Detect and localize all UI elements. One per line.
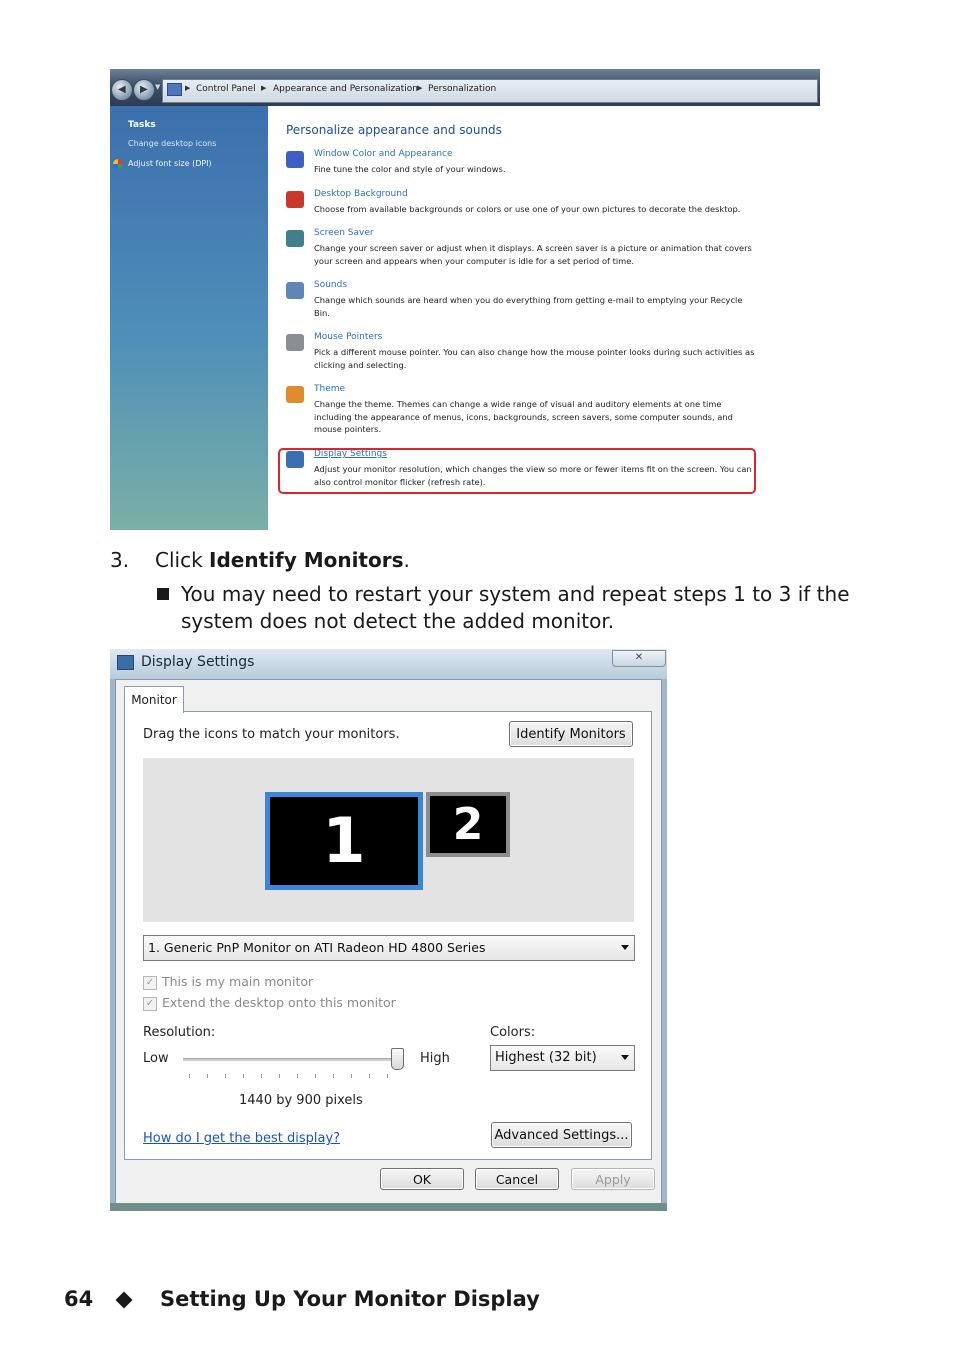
cancel-button[interactable]: Cancel [475,1168,559,1190]
colors-label: Colors: [490,1025,536,1040]
footer-section-title: Setting Up Your Monitor Display [160,1287,540,1311]
step-suffix: . [403,548,410,572]
monitor-1-screen [270,797,418,885]
close-icon[interactable]: ✕ [612,650,666,667]
monitor-1-number: 1 [322,804,366,877]
back-arrow-icon: ◀ [118,84,126,95]
screen-saver-link[interactable]: Screen Saver [314,228,374,238]
forward-arrow-icon: ▶ [140,84,148,95]
step-bold-target: Identify Monitors [209,548,404,572]
sounds-icon [286,282,304,299]
history-dropdown-icon[interactable]: ▼ [155,83,161,91]
display-settings-highlight [278,448,756,494]
monitor-arrangement-area [143,758,634,922]
monitor-2-number: 2 [452,799,484,850]
main-monitor-label: This is my main monitor [162,974,314,989]
resolution-high-label: High [420,1051,450,1066]
display-settings-link[interactable]: Display Settings [314,449,387,459]
breadcrumb-control-panel[interactable]: Control Panel [196,84,256,94]
resolution-label: Resolution: [143,1025,216,1040]
personalization-screenshot [110,69,820,530]
step-instruction [155,548,410,572]
main-monitor-checkbox[interactable]: ✓ [143,976,157,990]
identify-monitors-button[interactable]: Identify Monitors [509,721,633,747]
page-number: 64 [64,1287,94,1311]
drag-instruction-label: Drag the icons to match your monitors. [143,727,400,742]
slider-tick [225,1074,226,1078]
resolution-slider-track[interactable] [183,1058,403,1061]
monitor-select-value: 1. Generic PnP Monitor on ATI Radeon HD 4800 Series [148,940,486,955]
sounds-description: Change which sounds are heard when you do everything from getting e-mail to emptying your Recycle Bin. [314,295,743,318]
breadcrumb[interactable] [162,79,818,103]
mouse-pointers-link[interactable]: Mouse Pointers [314,332,383,342]
back-button[interactable] [111,79,133,101]
slider-tick [189,1074,190,1078]
monitor-2-icon[interactable] [426,792,510,857]
desktop-background-description: Choose from available backgrounds or colors or use one of your own pictures to decorate the desktop. [314,204,741,214]
ok-button[interactable]: OK [380,1168,464,1190]
chevron-down-icon [621,1055,629,1060]
shield-icon [113,159,123,169]
slider-tick [387,1074,388,1078]
resolution-low-label: Low [143,1051,169,1066]
slider-tick [261,1074,262,1078]
step-note: You may need to restart your system and repeat steps 1 to 3 if the system does not detect the added monitor. [181,582,850,633]
screen-saver-icon [286,230,304,247]
tasks-sidebar [110,106,268,530]
monitor-1-icon[interactable] [265,792,423,890]
desktop-background-link[interactable]: Desktop Background [314,189,408,199]
step-number: 3. [110,548,130,572]
mouse-pointer-icon [286,334,304,351]
breadcrumb-separator-icon: ▶ [417,84,423,92]
sounds-link[interactable]: Sounds [314,280,348,290]
display-settings-description: Adjust your monitor resolution, which changes the view so more or fewer items fit on the screen. You can also control monitor flicker (refresh rate). [314,464,752,487]
best-display-help-link[interactable]: How do I get the best display? [143,1131,341,1146]
address-bar [110,69,820,106]
dialog-title: Display Settings [141,654,255,670]
extend-desktop-label: Extend the desktop onto this monitor [162,995,396,1010]
screen-saver-description: Change your screen saver or adjust when it displays. A screen saver is a picture or animation that covers your screen and appears when your computer is idle for a set period of time. [314,243,752,266]
slider-tick [351,1074,352,1078]
forward-button[interactable] [133,79,155,101]
breadcrumb-personalization[interactable]: Personalization [428,84,497,94]
sidebar-item-change-desktop-icons[interactable]: Change desktop icons [128,139,217,148]
dialog-bottom-frame [110,1203,667,1211]
slider-tick [333,1074,334,1078]
slider-tick [297,1074,298,1078]
dialog-titlebar [110,649,667,679]
slider-tick [279,1074,280,1078]
breadcrumb-separator-icon: ▶ [185,84,191,92]
window-color-link[interactable]: Window Color and Appearance [314,149,453,159]
mouse-pointers-description: Pick a different mouse pointer. You can also change how the mouse pointer looks during such activities as clicking and selecting. [314,347,755,370]
window-color-icon [286,151,304,168]
monitor-select-dropdown[interactable] [143,935,635,961]
slider-tick [315,1074,316,1078]
content-title: Personalize appearance and sounds [286,123,502,137]
advanced-settings-button[interactable]: Advanced Settings... [491,1122,632,1148]
theme-icon [286,386,304,403]
theme-link[interactable]: Theme [314,384,346,394]
window-color-description: Fine tune the color and style of your windows. [314,164,506,174]
desktop-background-icon [286,191,304,208]
breadcrumb-appearance[interactable]: Appearance and Personalization [273,84,418,94]
slider-tick [243,1074,244,1078]
monitor-tab-panel [124,711,652,1160]
bullet-square-icon [157,588,169,600]
apply-button[interactable]: Apply [571,1168,655,1190]
tab-monitor[interactable]: Monitor [124,686,184,713]
monitor-2-screen [430,796,506,853]
extend-desktop-checkbox[interactable]: ✓ [143,997,157,1011]
tasks-title: Tasks [128,120,156,130]
sidebar-item-adjust-font-size[interactable]: Adjust font size (DPI) [128,159,212,168]
dialog-body [115,679,662,1205]
control-panel-icon [167,83,182,96]
diamond-icon [116,1292,133,1309]
resolution-slider-thumb[interactable] [391,1048,404,1070]
resolution-value: 1440 by 900 pixels [239,1093,363,1108]
colors-select-dropdown[interactable] [490,1045,635,1071]
step-prefix: Click [155,548,210,572]
theme-description: Change the theme. Themes can change a wide range of visual and auditory elements at one time including the appearance of menus, icons, backgrounds, screen savers, some computer sounds, and mouse pointers. [314,399,733,434]
display-settings-window-icon [117,655,134,670]
breadcrumb-separator-icon: ▶ [261,84,267,92]
personalization-content [268,106,820,530]
chevron-down-icon [621,945,629,950]
display-settings-screenshot [110,649,667,1211]
slider-tick [207,1074,208,1078]
slider-tick [369,1074,370,1078]
colors-select-value: Highest (32 bit) [495,1050,597,1065]
